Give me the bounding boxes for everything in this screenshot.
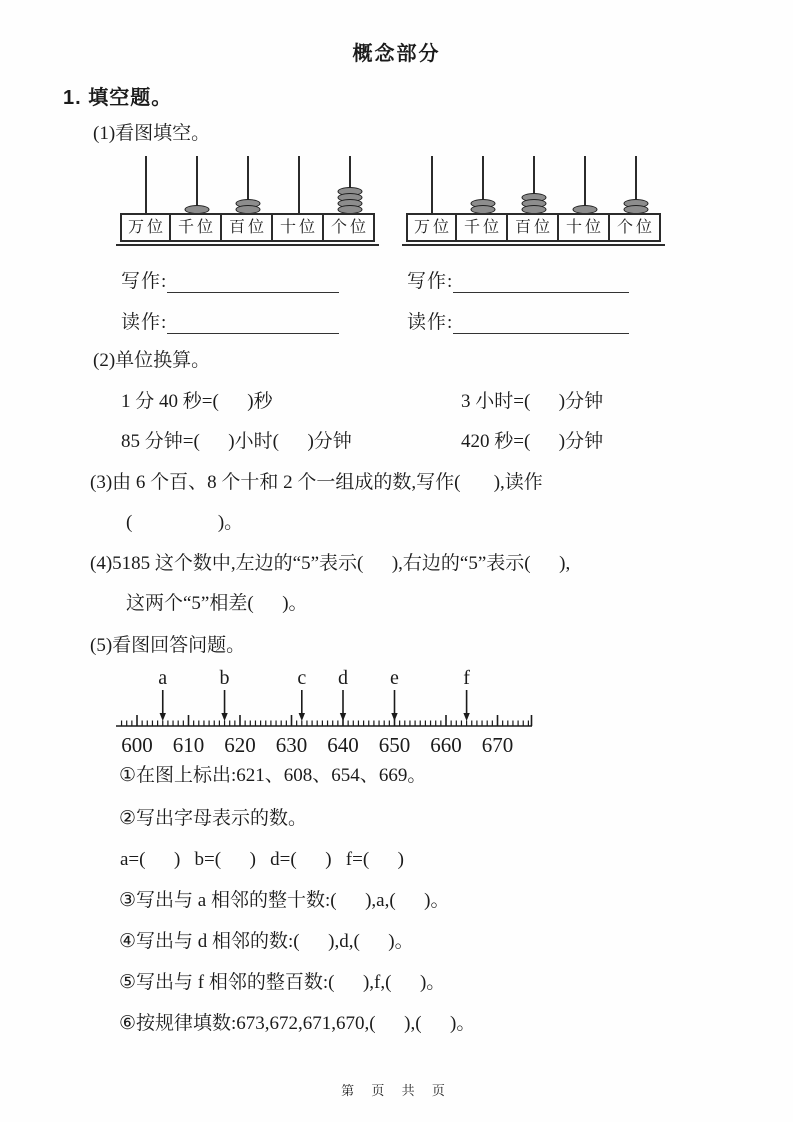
letter-marker-arrowhead [299,713,305,721]
subquestion-5: ⑤写出与 f 相邻的整百数:( ),f,( )。 [119,972,446,993]
write-line-left [121,270,339,294]
place-value-label: 万位 [120,213,171,242]
part3-line2: ( )。 [126,512,244,533]
subquestion-1: ①在图上标出:621、608、654、669。 [119,765,427,786]
abacus-column [508,156,559,242]
part4-line1: (4)5185 这个数中,左边的“5”表示( ),右边的“5”表示( ), [90,553,571,574]
place-value-label: 千位 [455,213,508,242]
abacus-column [171,156,222,242]
abacus-column [324,156,375,242]
place-value-label: 十位 [557,213,610,242]
letter-marker-label: e [390,668,399,689]
place-value-label: 个位 [608,213,661,242]
read-blank [453,311,629,334]
write-label: 写作: [121,271,168,292]
abacus-column [120,156,171,242]
page-footer: 第 页 共 页 [341,1083,452,1098]
letter-marker-label: b [219,668,230,689]
conversion-item: 85 分钟=( )小时( )分钟 [121,431,352,452]
subquestion-2-blanks: a=( ) b=( ) d=( ) f=( ) [120,849,404,870]
abacus-column [222,156,273,242]
tick-label: 660 [430,733,462,757]
tick-label: 620 [224,733,256,757]
abacus-rod [145,156,147,215]
conversion-item: 3 小时=( )分钟 [461,391,604,412]
abacus-column [406,156,457,242]
place-value-label: 百位 [220,213,273,242]
abacus-column [610,156,661,242]
place-value-label: 个位 [322,213,375,242]
letter-marker-arrowhead [391,713,397,721]
write-line-right [407,270,629,294]
abacus-base-line [116,244,379,246]
part1-label: (1)看图填空。 [93,123,211,144]
abacus-base-line [402,244,665,246]
write-blank [453,270,629,293]
tick-label: 650 [378,733,411,757]
place-value-label: 十位 [271,213,324,242]
abacus-rod [298,156,300,215]
abacus-right [406,156,661,246]
letter-marker-label: a [158,668,168,689]
conversion-item: 420 秒=( )分钟 [461,431,604,452]
read-label: 读作: [407,312,454,333]
place-value-label: 万位 [406,213,457,242]
subquestion-4: ④写出与 d 相邻的数:( ),d,( )。 [119,931,414,952]
abacus-column [457,156,508,242]
abacus-column [273,156,324,242]
letter-marker-arrowhead [463,713,469,721]
question-1-heading: 1. 填空题。 [63,87,173,109]
part5-label: (5)看图回答问题。 [90,635,246,656]
abacus-left [120,156,375,246]
letter-marker-label: f [463,668,470,689]
read-line-right [407,311,629,335]
write-blank [167,270,339,293]
letter-marker-arrowhead [340,713,346,721]
letter-marker-arrowhead [221,713,227,721]
read-blank [167,311,339,334]
tick-label: 600 [121,733,153,757]
write-label: 写作: [407,271,454,292]
tick-label: 670 [481,733,514,757]
subquestion-3: ③写出与 a 相邻的整十数:( ),a,( )。 [119,890,450,911]
read-label: 读作: [121,312,168,333]
tick-label: 640 [327,733,359,757]
number-line-diagram [112,668,536,762]
letter-marker-label: c [297,668,307,689]
abacus-rod [431,156,433,215]
part2-label: (2)单位换算。 [93,350,211,371]
part4-line2: 这两个“5”相差( )。 [126,593,308,614]
part3-line1: (3)由 6 个百、8 个十和 2 个一组成的数,写作( ),读作 [90,472,543,493]
subquestion-2: ②写出字母表示的数。 [119,808,308,829]
letter-marker-label: d [338,668,348,689]
abacus-column [559,156,610,242]
page-title: 概念部分 [352,43,441,65]
place-value-label: 百位 [506,213,559,242]
read-line-left [121,311,339,335]
tick-label: 610 [172,733,205,757]
subquestion-6: ⑥按规律填数:673,672,671,670,( ),( )。 [119,1013,476,1034]
tick-label: 630 [275,733,308,757]
place-value-label: 千位 [169,213,222,242]
letter-marker-arrowhead [160,713,166,721]
conversion-item: 1 分 40 秒=( )秒 [121,391,273,412]
